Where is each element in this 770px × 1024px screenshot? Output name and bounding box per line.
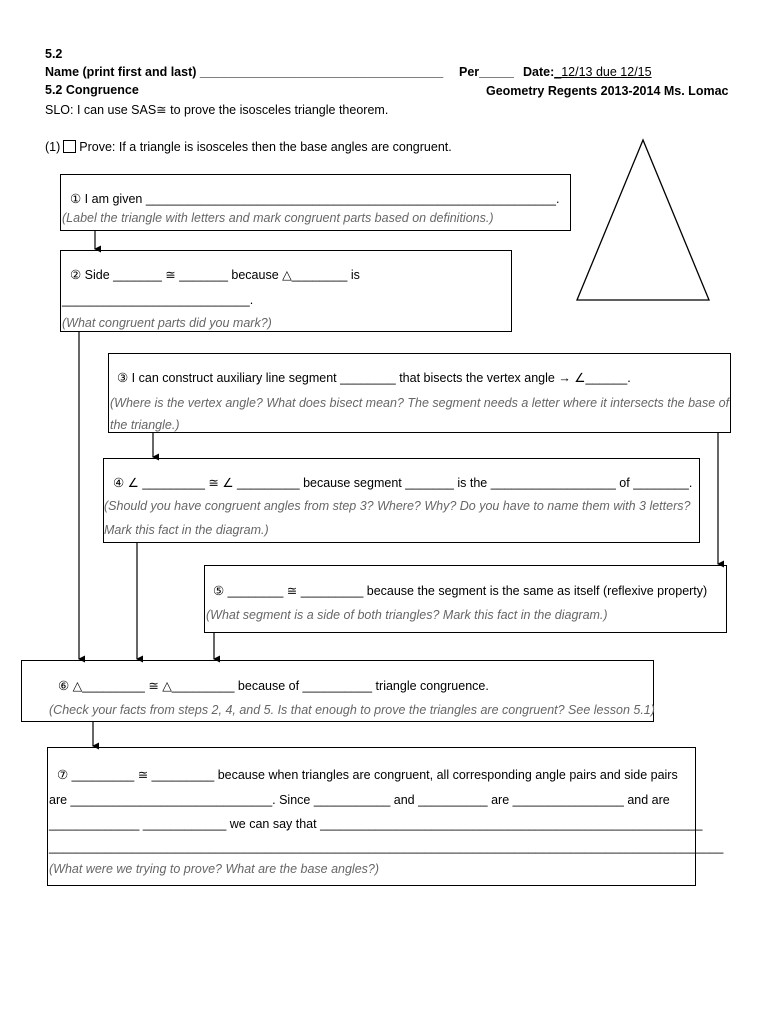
name-line: Name (print first and last) ___________________________________: [45, 65, 444, 79]
step-1-text: ① I am given ___________________________________________________________.: [70, 192, 560, 206]
lesson-number: 5.2: [45, 47, 63, 61]
slo-text: SLO: I can use SAS≅ to prove the isosceles triangle theorem.: [45, 103, 389, 117]
step-6-text: ⑥ △_________ ≅ △_________ because of __________ triangle congruence.: [58, 679, 489, 693]
step-3-hint: (Where is the vertex angle? What does bisect mean? The segment needs a letter where it intersects the base of: [110, 396, 730, 410]
step-7-text: ⑦ _________ ≅ _________ because when triangles are congruent, all corresponding angle pairs and side pairs: [57, 768, 678, 782]
step-7-hint: (What were we trying to prove? What are the base angles?): [49, 862, 380, 876]
step-4-hint-2: Mark this fact in the diagram.): [104, 523, 269, 537]
step-5-hint: (What segment is a side of both triangles? Mark this fact in the diagram.): [206, 608, 608, 622]
step-2-text: ② Side _______ ≅ _______ because △________ is: [70, 268, 360, 282]
date-label: Date:: [523, 65, 555, 79]
step-2-text-2: ___________________________.: [62, 293, 254, 307]
course-title: Geometry Regents 2013-2014 Ms. Lomac: [486, 84, 729, 98]
step-2-hint: (What congruent parts did you mark?): [62, 316, 272, 330]
step-1-hint: (Label the triangle with letters and mark congruent parts based on definitions.): [62, 211, 494, 225]
step-3-text: ③ I can construct auxiliary line segment ________ that bisects the vertex angle → ∠______.: [117, 371, 631, 385]
period-field: Per_____: [459, 65, 514, 79]
step-5-text: ⑤ ________ ≅ _________ because the segment is the same as itself (reflexive property): [213, 584, 708, 598]
isosceles-triangle[interactable]: [577, 140, 709, 300]
step-6-hint: (Check your facts from steps 2, 4, and 5. Is that enough to prove the triangles are congruent? See lesson 5.1): [49, 703, 655, 717]
step-3-hint-2: the triangle.): [110, 418, 180, 432]
step-7-text-4: _________________________________________________________________________________________________: [49, 840, 724, 854]
problem-text: Prove: If a triangle is isosceles then the base angles are congruent.: [79, 140, 452, 154]
step-4-text: ④ ∠ _________ ≅ ∠ _________ because segment _______ is the __________________ of ________.: [113, 476, 693, 490]
problem-number: (1): [45, 140, 61, 154]
step-7-text-3: _____________ ____________ we can say that _______________________________________________________: [49, 817, 703, 831]
date-value: _12/13 due 12/15: [554, 65, 652, 79]
lesson-title: 5.2 Congruence: [45, 83, 139, 97]
step-4-hint: (Should you have congruent angles from step 3? Where? Why? Do you have to name them with 3 letters?: [104, 499, 691, 513]
step-7-text-2: are _____________________________. Since ___________ and __________ are ________________ and are: [49, 793, 670, 807]
